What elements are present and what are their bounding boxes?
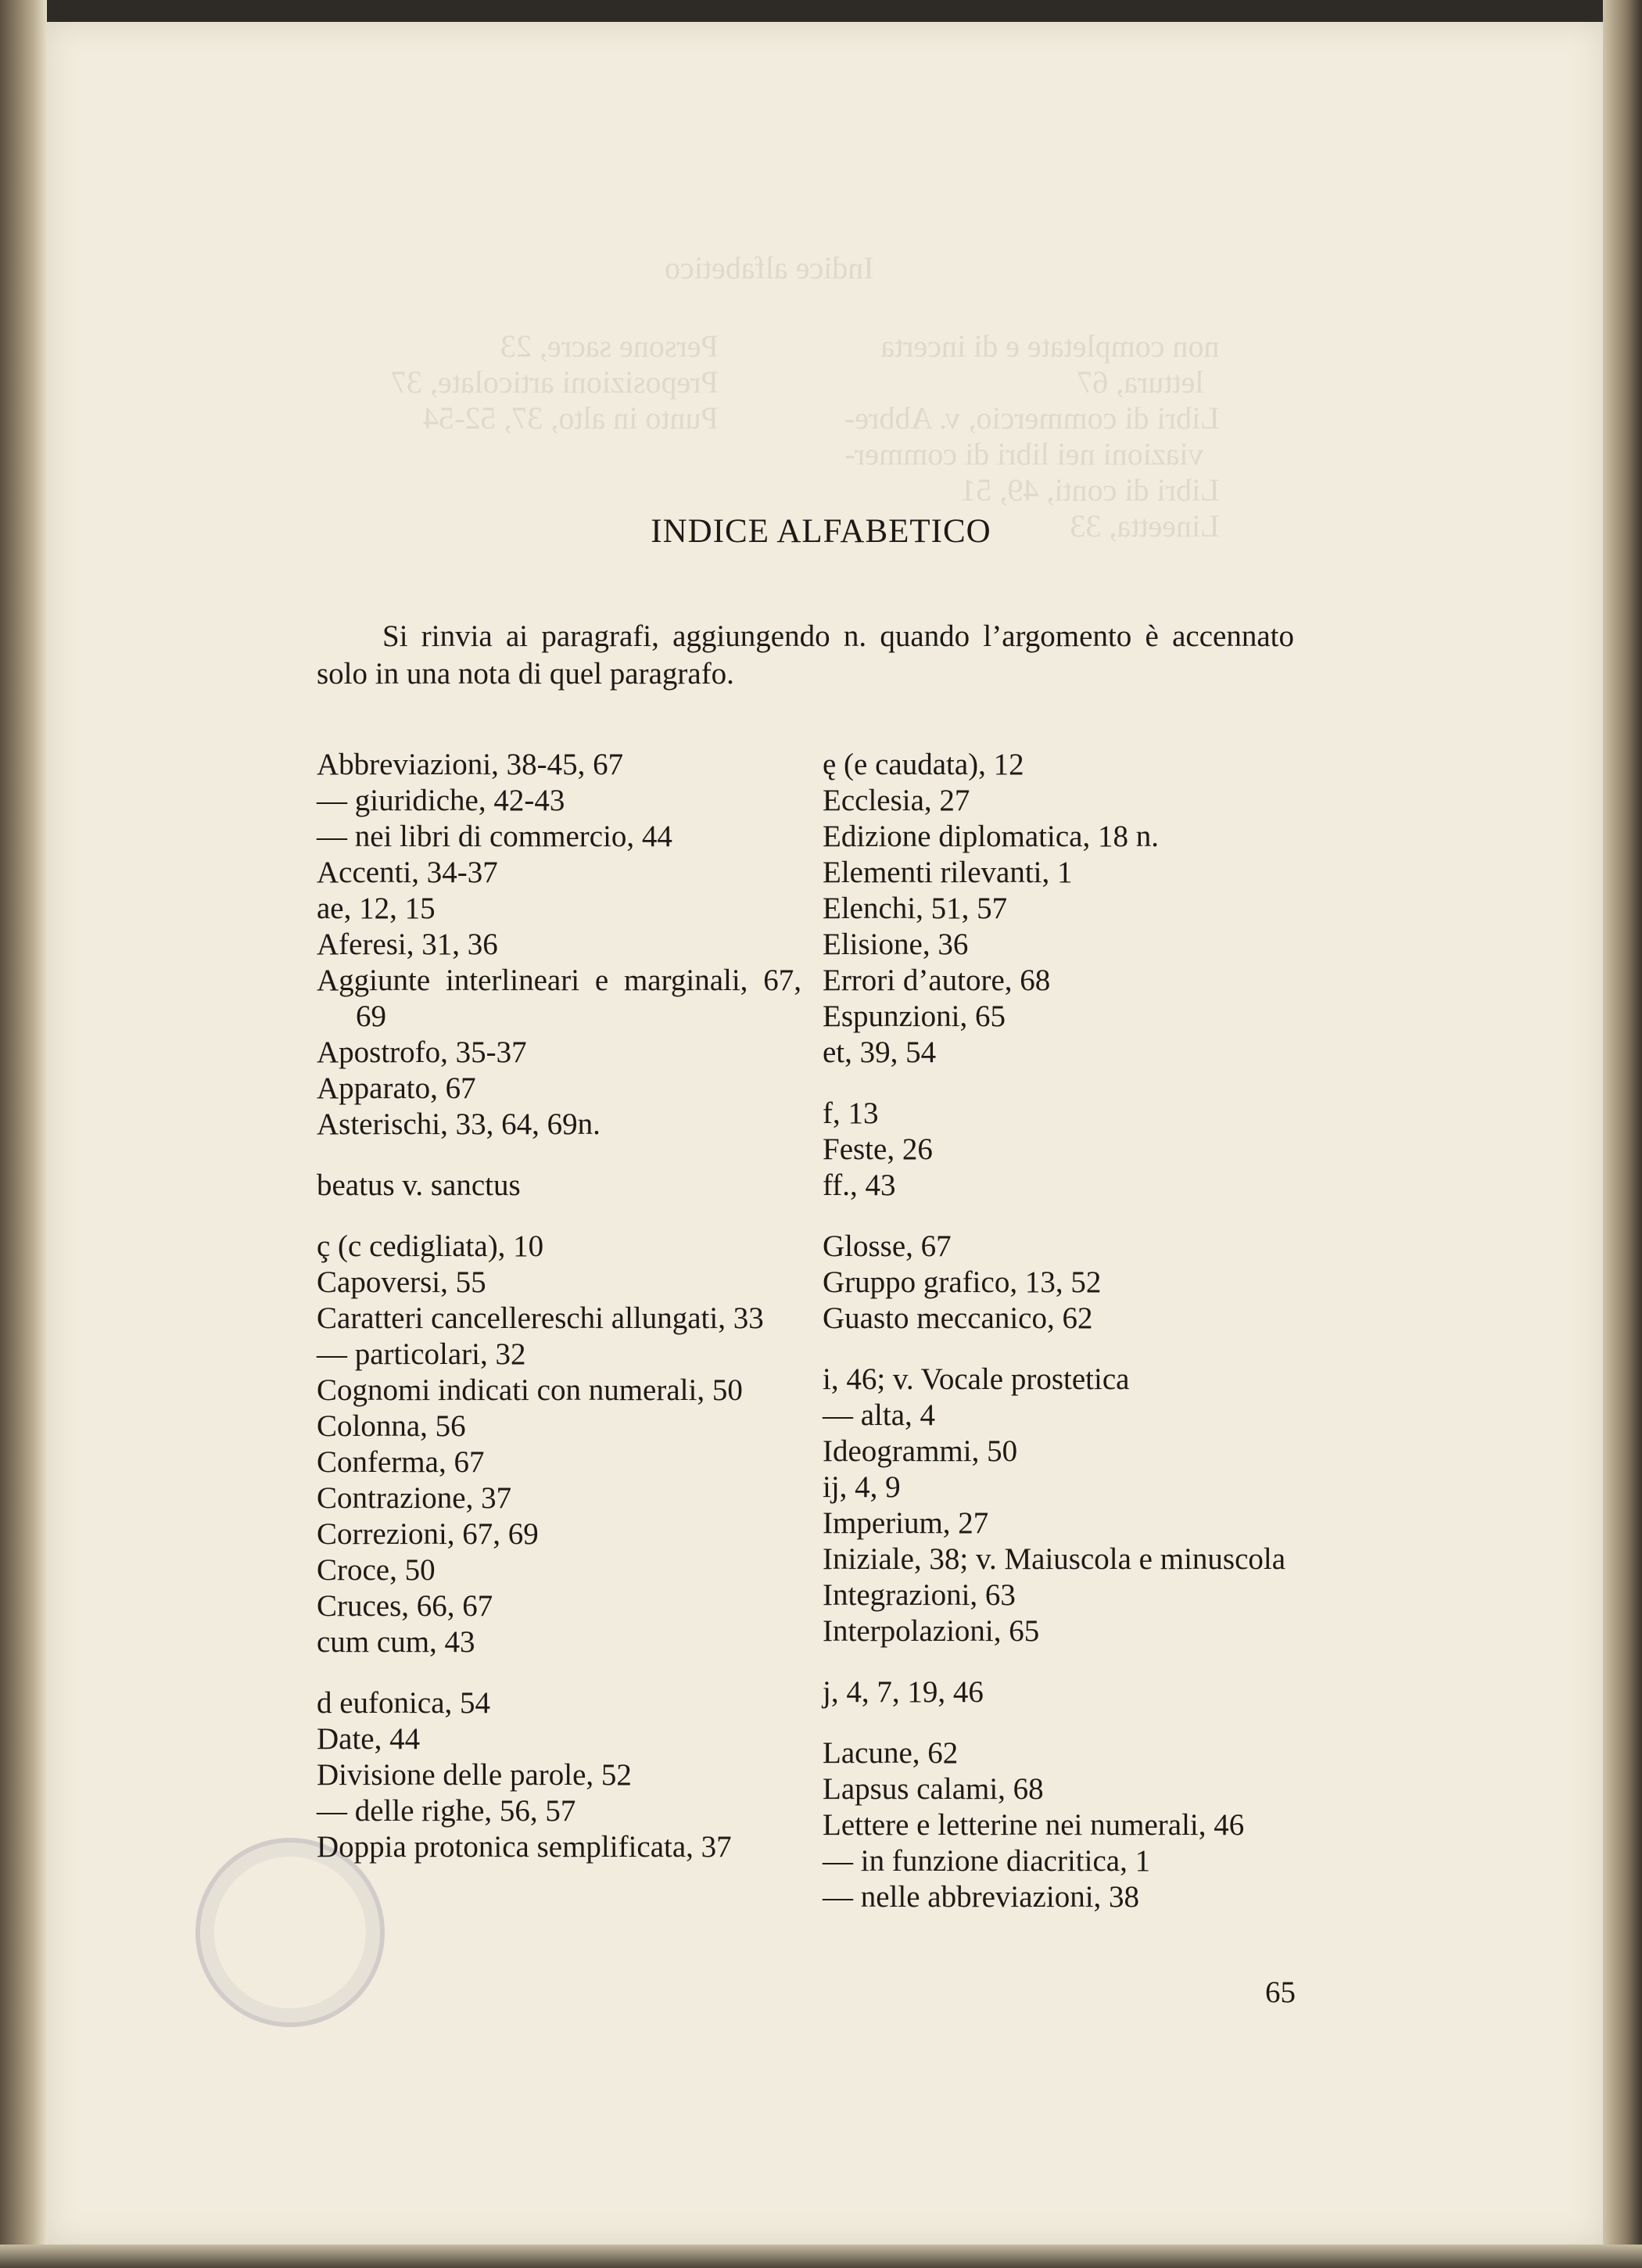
intro-paragraph: Si rinvia ai paragrafi, aggiungendo n. quando l’argomento è accennato solo in una nota di quel paragrafo. bbox=[317, 619, 1294, 691]
index-entry: ij, 4, 9 bbox=[823, 1470, 901, 1504]
index-entry: Guasto meccanico, 62 bbox=[823, 1301, 1093, 1335]
index-entry: Lettere e letterine nei numerali, 46 bbox=[823, 1808, 1245, 1842]
index-entry: Abbreviazioni, 38-45, 67 bbox=[317, 748, 624, 781]
index-entry: ae, 12, 15 bbox=[317, 892, 436, 925]
index-entry: Date, 44 bbox=[317, 1722, 421, 1756]
index-entry: j, 4, 7, 19, 46 bbox=[823, 1675, 984, 1709]
page-title: INDICE ALFABETICO bbox=[651, 513, 991, 550]
index-entry: ę (e caudata), 12 bbox=[823, 748, 1024, 781]
index-entry: Imperium, 27 bbox=[823, 1506, 989, 1540]
entry-gap bbox=[823, 1649, 1307, 1674]
index-entry: Aferesi, 31, 36 bbox=[317, 928, 498, 961]
index-entry: — delle righe, 56, 57 bbox=[317, 1794, 576, 1828]
entry-gap bbox=[823, 1710, 1307, 1735]
index-entry: — nelle abbreviazioni, 38 bbox=[823, 1880, 1140, 1914]
index-entry: beatus v. sanctus bbox=[317, 1168, 521, 1202]
index-entry: Asterischi, 33, 64, 69n. bbox=[317, 1107, 601, 1141]
index-entry: Apostrofo, 35-37 bbox=[317, 1035, 527, 1069]
index-entry: d eufonica, 54 bbox=[317, 1686, 491, 1720]
index-entry: Ecclesia, 27 bbox=[823, 784, 970, 817]
index-entry: Divisione delle parole, 52 bbox=[317, 1758, 632, 1792]
index-entry: Correzioni, 67, 69 bbox=[317, 1517, 539, 1551]
page-edge-right bbox=[1603, 0, 1642, 2268]
index-entry: Apparato, 67 bbox=[317, 1071, 476, 1105]
index-entry: — particolari, 32 bbox=[317, 1337, 526, 1371]
index-entry: Doppia protonica semplificata, 37 bbox=[317, 1830, 732, 1864]
index-entry: Errori d’autore, 68 bbox=[823, 964, 1051, 997]
index-entry: Capoversi, 55 bbox=[317, 1265, 486, 1299]
index-entry: Glosse, 67 bbox=[823, 1229, 952, 1263]
index-entry: Ideogrammi, 50 bbox=[823, 1434, 1018, 1468]
index-entry: Lacune, 62 bbox=[823, 1736, 959, 1770]
page-edge-bottom bbox=[0, 2245, 1642, 2268]
book-spine-shadow bbox=[0, 0, 47, 2268]
index-entry: Elisione, 36 bbox=[823, 928, 969, 961]
index-entry: Cognomi indicati con numerali, 50 bbox=[317, 1373, 743, 1407]
show-through-text: Indice alfabetico bbox=[665, 250, 874, 285]
library-stamp bbox=[195, 1838, 385, 2027]
index-entry: — in funzione diacritica, 1 bbox=[823, 1844, 1151, 1878]
index-entry: Espunzioni, 65 bbox=[823, 999, 1006, 1033]
index-entry: — alta, 4 bbox=[823, 1398, 936, 1432]
entry-gap bbox=[317, 1660, 801, 1685]
index-entry: cum cum, 43 bbox=[317, 1625, 475, 1659]
entry-gap bbox=[823, 1204, 1307, 1229]
index-entry: f, 13 bbox=[823, 1096, 879, 1130]
index-entry: Accenti, 34-37 bbox=[317, 856, 498, 889]
index-entry: Integrazioni, 63 bbox=[823, 1578, 1016, 1612]
index-entry: ff., 43 bbox=[823, 1168, 896, 1202]
index-entry: Caratteri cancellereschi allungati, 33 bbox=[317, 1301, 764, 1335]
show-through-text: non completate e di incerta lettura, 67 Libri di commercio, v. Abbre- viazioni nei libri di commer- Libri di conti, 49, 51 Lineetta, 33 bbox=[844, 328, 1220, 544]
index-entry: Lapsus calami, 68 bbox=[823, 1772, 1044, 1806]
entry-gap bbox=[823, 1337, 1307, 1362]
index-entry: Elenchi, 51, 57 bbox=[823, 892, 1008, 925]
index-entry: i, 46; v. Vocale prostetica bbox=[823, 1362, 1130, 1396]
index-column-left bbox=[317, 747, 801, 1865]
index-entry: Cruces, 66, 67 bbox=[317, 1589, 493, 1623]
index-entry: Aggiunte interlineari e marginali, 67, 69 bbox=[317, 964, 801, 1033]
entry-gap bbox=[317, 1204, 801, 1229]
index-entry: et, 39, 54 bbox=[823, 1035, 937, 1069]
index-entry: — giuridiche, 42-43 bbox=[317, 784, 565, 817]
index-entry: Gruppo grafico, 13, 52 bbox=[823, 1265, 1102, 1299]
page-number: 65 bbox=[1265, 1976, 1296, 2009]
index-column-right bbox=[823, 747, 1307, 1915]
entry-gap bbox=[823, 1071, 1307, 1096]
index-entry: — nei libri di commercio, 44 bbox=[317, 820, 672, 853]
index-entry: Feste, 26 bbox=[823, 1132, 933, 1166]
index-entry: Elementi rilevanti, 1 bbox=[823, 856, 1073, 889]
index-entry: Croce, 50 bbox=[317, 1553, 436, 1587]
index-entry: Colonna, 56 bbox=[317, 1409, 466, 1443]
entry-gap bbox=[317, 1143, 801, 1168]
index-entry: Conferma, 67 bbox=[317, 1445, 485, 1479]
index-entry: Contrazione, 37 bbox=[317, 1481, 512, 1515]
show-through-text: Persone sacre, 23 Preposizioni articolate, 37 Punto in alto, 37, 52-54 bbox=[391, 328, 719, 436]
index-entry: ç (c cedigliata), 10 bbox=[317, 1229, 544, 1263]
index-entry: Interpolazioni, 65 bbox=[823, 1614, 1040, 1648]
index-entry: Iniziale, 38; v. Maiuscola e minuscola bbox=[823, 1542, 1286, 1576]
index-entry: Edizione diplomatica, 18 n. bbox=[823, 820, 1159, 853]
